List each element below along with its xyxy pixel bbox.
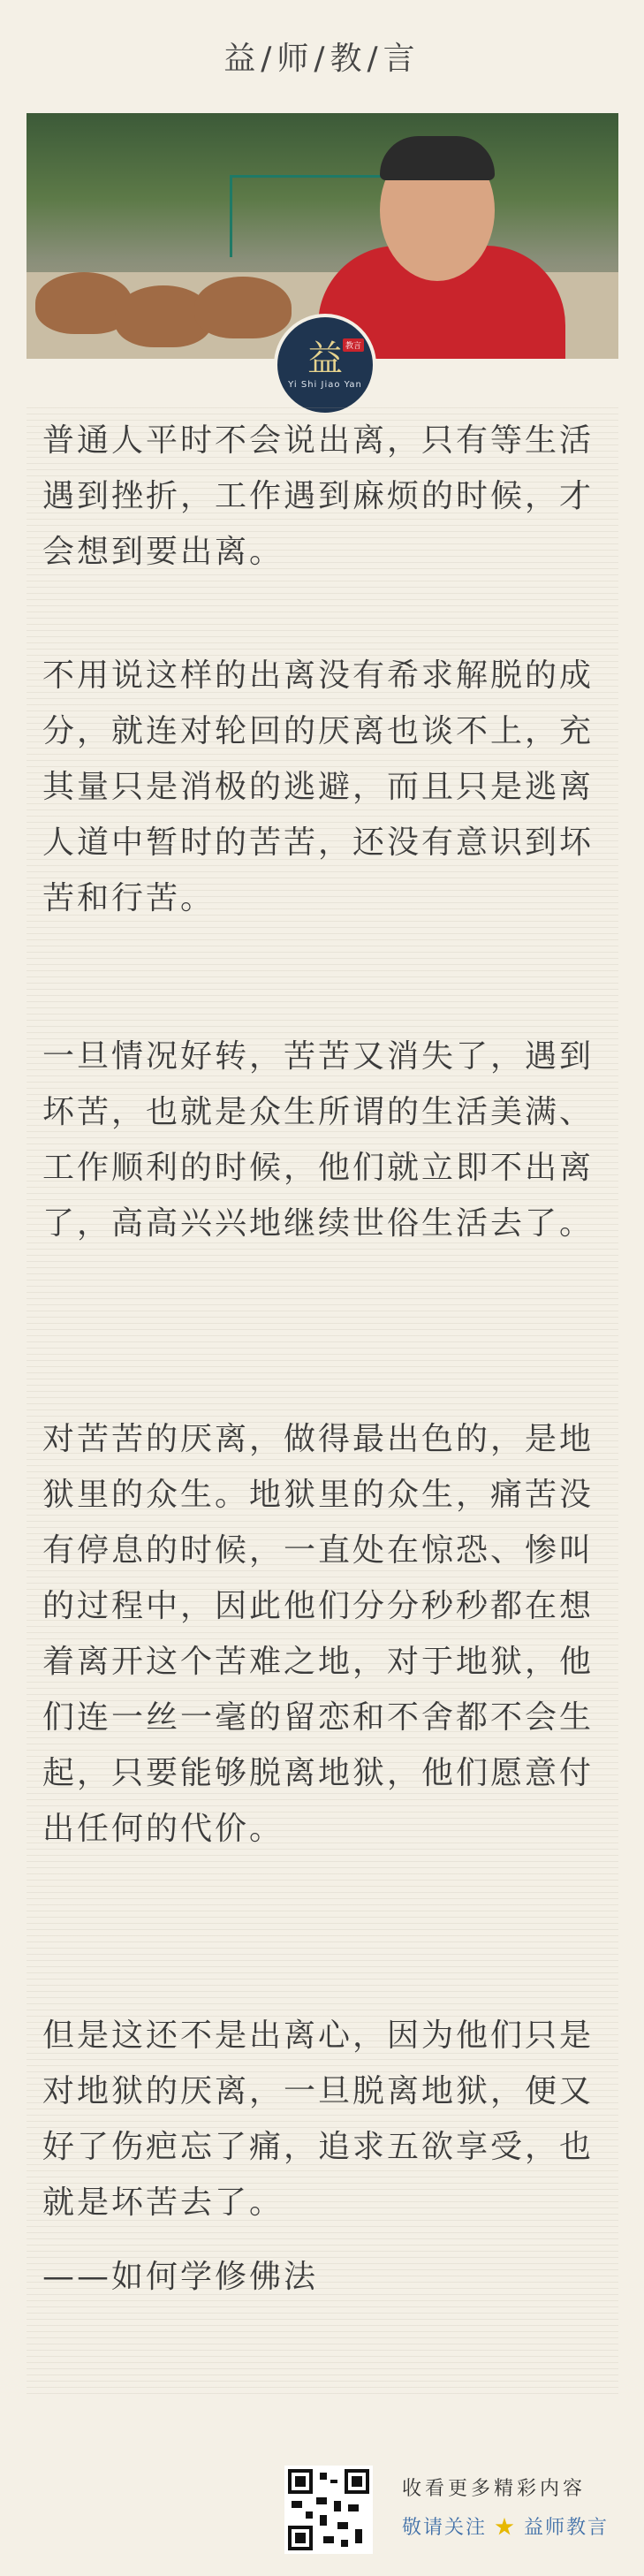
paragraph-2: 不用说这样的出离没有希求解脱的成分，就连对轮回的厌离也谈不上，充其量只是消极的逃避，而且只是逃离人道中暂时的苦苦，还没有意识到坏苦和行苦。 [42,657,595,916]
star-icon: ★ [495,2517,517,2539]
article-body [27,402,618,2399]
logo-tag: 教言 [343,338,364,352]
footer-follow [402,2470,632,2548]
footer-line-2 [402,2509,632,2548]
footer-line-1: 收看更多精彩内容 [402,2478,587,2500]
article-source: ——如何学修佛法 [42,2259,319,2295]
logo-badge [274,314,376,416]
paragraph-1: 普通人平时不会说出离，只有等生活遇到挫折，工作遇到麻烦的时候，才会想到要出离。 [42,422,595,570]
paragraph-3: 一旦情况好转，苦苦又消失了，遇到坏苦，也就是众生所谓的生活美满、工作顺利的时候，他们就立即不出离了，高高兴兴地继续世俗生活去了。 [42,1038,595,1242]
paragraph-4: 对苦苦的厌离，做得最出色的，是地狱里的众生。地狱里的众生，痛苦没有停息的时候，一直处在惊恐、惨叫的过程中，因此他们分分秒秒都在想着离开这个苦难之地，对于地狱，他们连一丝一毫的留恋和不舍都不会生起，只要能够脱离地狱，他们愿意付出任何的代价。 [42,1421,595,1847]
footer-follow-prefix: 敬请关注 [402,2517,488,2539]
footer-account-name: 益师教言 [524,2517,610,2539]
qr-code-icon[interactable] [284,2466,373,2554]
page-title: 益/师/教/言 [224,41,420,77]
logo-mark: 益 [307,338,343,379]
logo-subtitle: Yi Shi Jiao Yan [288,379,362,390]
paragraph-5: 但是这还不是出离心，因为他们只是对地狱的厌离，一旦脱离地狱，便又好了伤疤忘了痛，追求五欲享受，也就是坏苦去了。 [42,2017,595,2221]
